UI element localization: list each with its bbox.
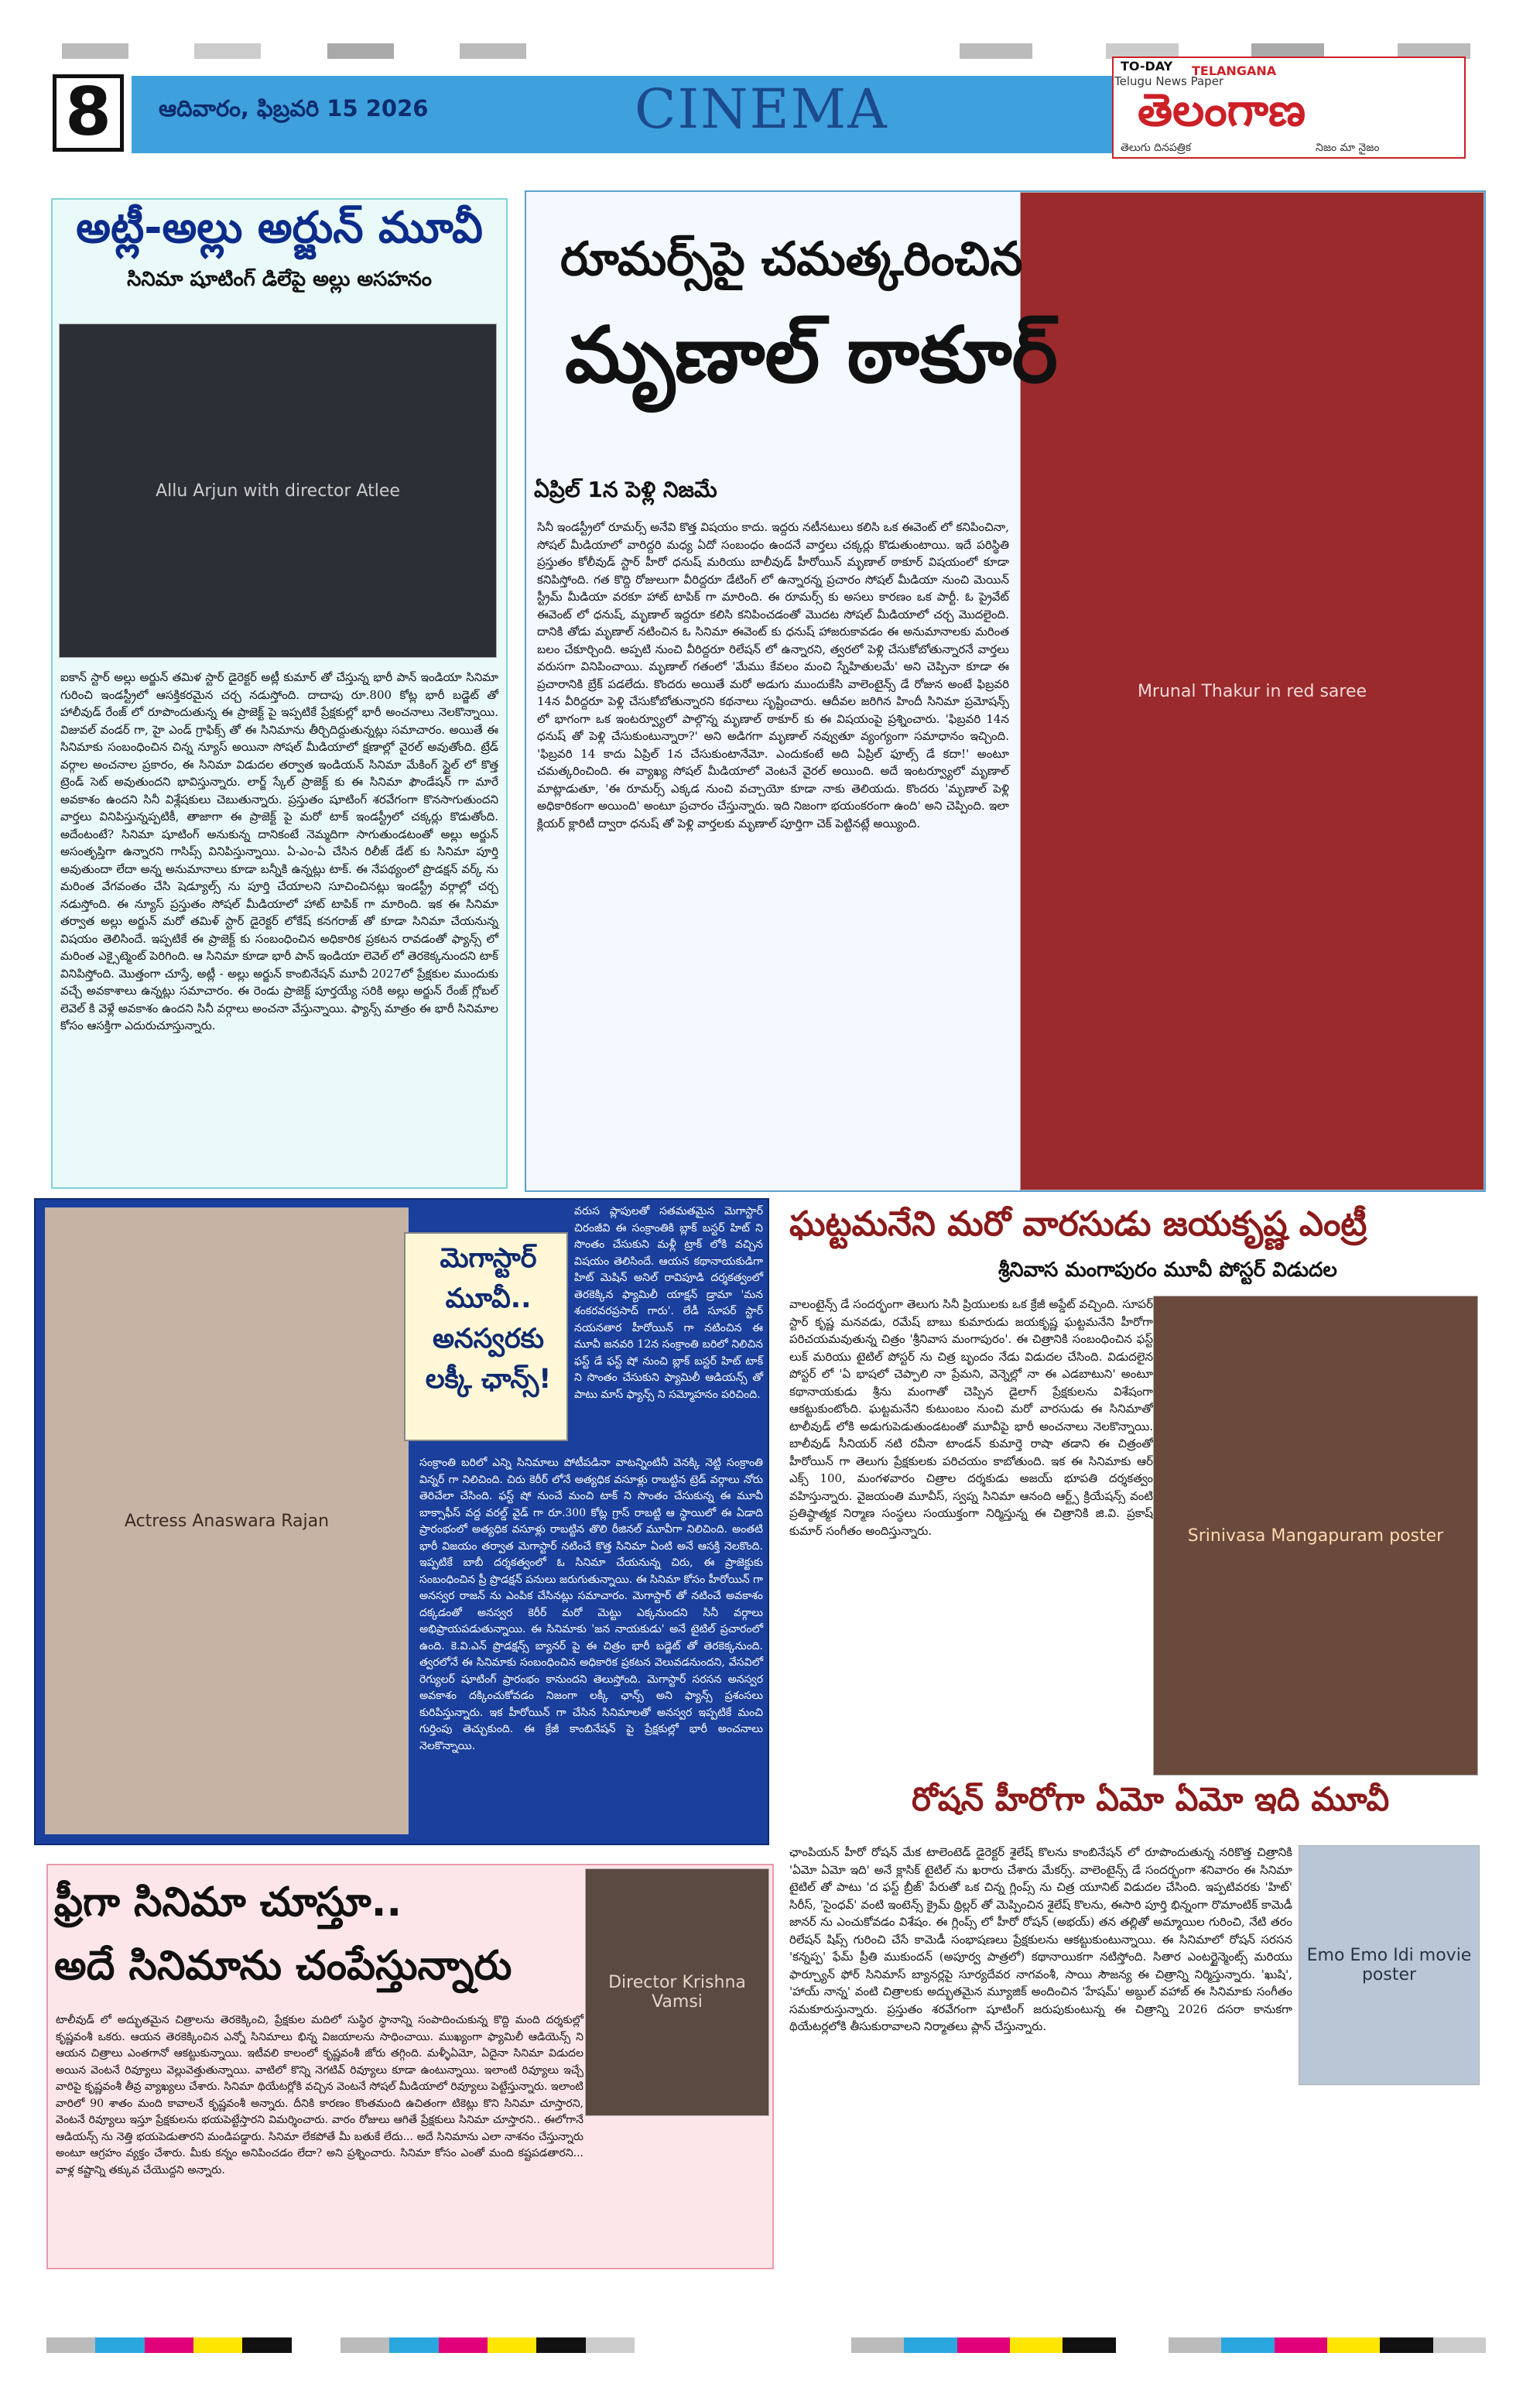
issue-date: ఆదివారం, ఫిబ్రవరి 15 2026: [159, 95, 429, 122]
article-mrunal-kicker: ఏప్రిల్ 1న పెళ్లి నిజమే: [534, 477, 717, 502]
article-piracy-headline-line2: అదే సినిమాను చంపేస్తున్నారు: [54, 1943, 512, 1989]
article-roshan-body: ఛాంపియన్ హీరో రోషన్ మేక టాలెంటెడ్ డైరెక్టర్ శైలేష్ కొలను కాంబినేషన్ లో రూపొందుతున్న నరికొత్త చిత్రానికి 'ఏమో ఏమో ఇది' అనే క్లాసిక్ టైటిల్ ను ఖరారు చేశారు మేకర్స్. వాలెంటైన్స్ డే సందర్భంగా శనివారం ఈ సినిమా టైటిల్ తో పాటు 'ద ఫస్ట్ బ్రీజ్' పేరుతో ఒక చిన్న గ్లింప్స్ ను చిత్ర యూనిట్ విడుదల చేసింది. ఇప్పటివరకు 'హిట్' సిరీస్, 'సైంధవ్' వంటి ఇంటెన్స్ క్రైమ్ థ్రిల్లర్ తో మెప్పించిన శైలేష్ కొలను, ఈసారి పూర్తి భిన్నంగా రొమాంటిక్ కామెడీ జానర్ ను ఎంచుకోవడం విశేషం. ఈ గ్లింప్స్ లో హీరో రోషన్ (అభయ్) తన తల్లితో అమ్మాయిల గురించి, నేటి తరం రిలేషన్ షిప్స్ గురించి చేసే కామెడీ సంభాషణలు ప్రేక్షకులను ఆకట్టుకుంటున్నాయి. ఈ సినిమాలో రోషన్ సరసన 'కన్నప్ప' ఫేమ్ ప్రీతి ముకుందన్ (అపూర్వ పాత్రలో) కథానాయికగా నటిస్తోంది. సితార ఎంటర్టైన్మెంట్స్ మరియు ఫార్చ్యూన్ ఫోర్ సినిమాస్ బ్యానర్లపై సూర్యదేవర నాగవంశీ, సాయి సౌజన్య ఈ చిత్రాన్ని నిర్మిస్తున్నారు. 'ఖుషి', 'హాయ్ నాన్న' వంటి చిత్రాలకు అద్భుతమైన మ్యూజిక్ అందించిన 'హేషమ్' అబ్దుల్ వహాబ్ ఈ సినిమాకు సంగీతం సమకూరుస్తున్నారు. ప్రస్తుతం శరవేగంగా షూటింగ్ జరుపుకుంటున్న ఈ చిత్రాన్ని 2026 దసరా కానుకగా థియేటర్లలోకి తీసుకురావాలని నిర్మాతలు ప్లాన్ చేస్తున్నారు.: [789, 1845, 1292, 2033]
page-number: 8: [53, 74, 124, 152]
article-mrunal-photo: Mrunal Thakur in red saree: [1020, 192, 1484, 1190]
article-piracy-photo: Director Krishna Vamsi: [585, 1868, 769, 2116]
article-jayakrishna-poster: Srinivasa Mangapuram poster: [1153, 1296, 1478, 1776]
article-megastar-headline: [412, 1238, 565, 1399]
article-mrunal-body: సినీ ఇండస్ట్రీలో రూమర్స్ అనేవి కొత్త విషయం కాదు. ఇద్దరు నటీనటులు కలిసి ఒక ఈవెంట్ లో కనిపించినా, సోషల్ మీడియాలో వారిద్దరి మధ్య ఏదో సంబంధం ఉందనే వార్తలు చక్కర్లు కొడుతుంటాయి. ఇదే పరిస్థితి ప్రస్తుతం కోలీవుడ్ స్టార్ హీరో ధనుష్ మరియు బాలీవుడ్ హీరోయిన్ మృణాల్ ఠాకూర్ విషయంలో కూడా కనిపిస్తోంది. గత కొద్ది రోజులుగా వీరిద్దరూ డేటింగ్ లో ఉన్నారన్న ప్రచారం సోషల్ మీడియా నుంచి మెయిన్ స్ట్రీమ్ మీడియా వరకూ హాట్ టాపిక్ గా మారింది. ఈ రూమర్స్ కు అసలు కారణం ఒక పార్టీ. ఓ ప్రైవేట్ ఈవెంట్ లో ధనుష్, మృణాల్ ఇద్దరూ కలిసి కనిపించడంతో మొదట సోషల్ మీడియాలో చర్చ మొదలైంది. దానికి తోడు మృణాల్ నటించిన ఓ సినిమా ఈవెంట్ కు ధనుష్ హాజరుకావడం ఈ అనుమానాలకు మరింత బలం చేకూర్చింది. అప్పటి నుంచి వీరిద్దరూ రిలేషన్ లో ఉన్నారని, త్వరలో పెళ్లి చేసుకోబోతున్నారనే వార్తలు వరుసగా వినిపించాయి. మృణాల్ గతంలో 'మేము కేవలం మంచి స్నేహితులమే' అని చెప్పినా కూడా ఈ ప్రచారానికి బ్రేక్ పడలేదు. కొందరు అయితే మరో అడుగు ముందుకేసి వాలెంటైన్స్ డే రోజున అంటే ఫిబ్రవరి 14న వీరిద్దరూ పెళ్లి చేసుకోబోతున్నారని కథనాలు సృష్టించారు. ఆదీవల జరిగిన హిందీ సినిమా ప్రమోషన్స్ లో భాగంగా ఒక ఇంటర్వ్యూలో పాల్గొన్న మృణాల్ ఠాకూర్ కు ఈ విషయంపై ప్రశ్నించారు. 'ఫిబ్రవరి 14న ధనుష్ తో పెళ్లి చేసుకుంటున్నారా?' అని అడిగగా మృణాల్ నవ్వుతూ వ్యంగ్యంగా సమాధానం ఇచ్చింది. 'ఫిబ్రవరి 14 కాదు ఏప్రిల్ 1న చేసుకుంటానేమో. ఎందుకంటే అది ఏప్రిల్ ఫూల్స్ డే కదా!' అంటూ చమత్కరించింది. ఈ వ్యాఖ్య సోషల్ మీడియాలో వెంటనే వైరల్ అయింది. అదే ఇంటర్వ్యూలో మృణాల్ మాట్లాడుతూ, 'ఈ రూమర్స్ ఎక్కడ నుంచి వచ్చాయో కూడా నాకు తెలియదు. కొందరు 'మృణాల్ పెళ్లి అధికారికంగా అయింది' అంటూ ప్రచారం చేస్తున్నారు. ఇది నిజంగా భయంకరంగా ఉంది' అని చెప్పింది. ఇలా క్లియర్ క్లారిటీ ద్వారా ధనుష్ తో పెళ్లి వార్తలకు మృణాల్ పూర్తిగా చెక్ పెట్టినట్లే అయ్యింది.: [537, 520, 1009, 830]
article-megastar-headline-line4: లక్కీ ఛాన్స్!: [425, 1364, 552, 1395]
article-allu-photo: Allu Arjun with director Atlee: [59, 324, 497, 658]
registration-strip-top-left: [62, 43, 526, 59]
registration-strip-bottom-right: [851, 2337, 1486, 2353]
article-allu-subhead: సినిమా షూటింగ్ డిలేపై అల్లు అసహనం: [127, 268, 432, 291]
article-jayakrishna-headline: ఘట్టమనేని మరో వారసుడు జయకృష్ణ ఎంట్రీ: [789, 1204, 1367, 1244]
section-title: CINEMA: [635, 77, 888, 141]
article-megastar-headline-line3: అనస్వరకు: [433, 1324, 544, 1354]
article-megastar-body-top: వరుస ప్లాపులతో సతమతమైన మెగాస్టార్ చిరంజీవి ఈ సంక్రాంతికి బ్లాక్ బస్టర్ హిట్ ని సొంతం చేసుకుని మళ్లీ ట్రాక్ లోకి వచ్చిన విషయం తెలిసిందే. ఆయన కథానాయకుడిగా హిట్ మెషిన్ అనిల్ రావిపూడి దర్శకత్వంలో తెరకెక్కిన ఫ్యామిలీ యాక్షన్ డ్రామా 'మన శంకరవరప్రసాద్ గారు'. లేడీ సూపర్ స్టార్ నయనతార హీరోయిన్ గా నటించిన ఈ మూవీ జనవరి 12న సంక్రాంతి బరిలో నిలిచిన ఫస్ట్ డే ఫస్ట్ షో నుంచి బ్లాక్ బస్టర్ హిట్ టాక్ ని సొంతం చేసుకుని ఫ్యామిలీ ఆడియన్స్ తో పాటు మాస్ ఫ్యాన్స్ ని సమ్మోహనం పరిచింది.: [574, 1205, 763, 1401]
article-megastar-headline-line2: మూవీ..: [445, 1283, 532, 1314]
article-mrunal-headline-line2: మృణాల్ ఠాకూర్: [565, 310, 1058, 400]
logo-caption-left: తెలుగు దినపత్రిక: [1121, 142, 1192, 154]
article-megastar-photo: Actress Anaswara Rajan: [45, 1207, 409, 1834]
logo-brand-sub: Telugu News Paper: [1114, 74, 1224, 88]
logo-motto: నిజం మా నైజం: [1316, 142, 1380, 154]
logo-brand: TELANGANA: [1192, 63, 1277, 78]
article-megastar-body-bottom: సంక్రాంతి బరిలో ఎన్ని సినిమాలు పోటీపడినా వాటన్నింటినీ వెనక్కి నెట్టి సంక్రాంతి విన్నర్ గా నిలిచింది. చిరు కెరీర్ లోనే అత్యధిక వసూళ్లు రాబట్టిన ట్రెడ్ వర్గాలు నోరు తెరిచేలా చేసింది. ఫస్ట్ షో నుంచే మంచి టాక్ ని సొంతం చేసుకున్న ఈ మూవీ బాక్సాఫీస్ వద్ద వరల్డ్ వైడ్ గా రూ.300 కోట్ల గ్రాస్ రాబట్టి ఆ స్థాయిలో ఈ ఏడాది ప్రారంభంలో అత్యధిక వసూళ్లు రాబట్టిన తొలి రీజినల్ మూవీగా నిలిచింది. అంతటి భారీ విజయం తర్వాత మెగాస్టార్ నటించే కొత్త సినిమా ఏంటి అనే ఆసక్తి నెలకొంది. ఇప్పటికే బాబీ దర్శకత్వంలో ఓ సినిమా చేయనున్న చిరు, ఈ ప్రాజెక్టుకు సంబంధించిన ప్రీ ప్రొడక్షన్ పనులు జరుగుతున్నాయి. ఈ సినిమా కోసం హీరోయిన్ గా అనస్వర రాజన్ ను ఎంపిక చేసినట్లు సమాచారం. మెగాస్టార్ తో నటించే అవకాశం దక్కడంతో అనస్వర కెరీర్ మరో మెట్టు ఎక్కనుందని సినీ వర్గాలు అభిప్రాయపడుతున్నాయి. ఈ సినిమాకు 'జన నాయకుడు' అనే టైటిల్ ప్రచారంలో ఉంది. కె.వి.ఎన్ ప్రొడక్షన్స్ బ్యానర్ పై ఈ చిత్రం భారీ బడ్జెట్ తో తెరకెక్కనుంది. త్వరలోనే ఈ సినిమాకు సంబంధించిన అధికారిక ప్రకటన వెలువడనుందని, వేసవిలో రెగ్యులర్ షూటింగ్ ప్రారంభం కానుందని తెలుస్తోంది. మెగాస్టార్ సరసన అనస్వర అవకాశం దక్కించుకోవడం నిజంగా లక్కీ ఛాన్స్ అని ఫ్యాన్స్ ప్రశంసలు కురిపిస్తున్నారు. ఇక హీరోయిన్ గా చేసిన సినిమాలతో అనస్వర ఇప్పటికే మంచి గుర్తింపు తెచ్చుకుంది. ఈ క్రేజీ కాంబినేషన్ పై ప్రేక్షకుల్లో భారీ అంచనాలు నెలకొన్నాయి.: [419, 1457, 763, 1752]
article-piracy-body: టాలీవుడ్ లో అద్భుతమైన చిత్రాలను తెరకెక్కించి, ప్రేక్షకుల మదిలో సుస్థిర స్థానాన్ని సంపాదించుకున్న కొద్ది మంది దర్శకుల్లో కృష్ణవంశీ ఒకరు. ఆయన తెరకెక్కించిన ఎన్నో సినిమాలు భిన్న విజయాలను సాధించాయి. ముఖ్యంగా ఫ్యామిలీ ఆడియెన్స్ ని ఆయన చిత్రాలు ఎంతగానో ఆకట్టుకున్నాయి. ఇటీవలి కాలంలో కృష్ణవంశీ జోరు తగ్గింది. మళ్ళీఏమో, ఏదైనా సినిమా విడుదల అయిన వెంటనే రివ్యూలు వెల్లువెత్తుతున్నాయి. వాటిలో కొన్ని నెగటివ్ రివ్యూలు కూడా ఉంటున్నాయి. ఇలాంటి రివ్యూలు ఇచ్చే వారిపై కృష్ణవంశీ తీవ్ర వ్యాఖ్యలు చేశారు. సినిమా థియేటర్లోకి వచ్చిన వెంటనే సోషల్ మీడియాలో రివ్యూలు పెట్టేస్తున్నారు. ఇలాంటి వారిలో 90 శాతం మంది కావాలనే కృష్ణవంశీ అన్నారు. దీనికి కారణం కొంతమంది ఉచితంగా టికెట్లు కొని సినిమా చూస్తారని, వెంటనే రివ్యూలు ఇస్తూ ప్రేక్షకులను భయపెట్టేస్తారని విమర్శించారు. వారం రోజులు ఆగితే ప్రేక్షకులు సినిమా చూస్తారని.. ఈలోగానే ఆడియన్స్ ను నెత్తి భయపెడుతారని మండిపడ్డారు. సినిమా లేకపోతే మీ బతుకే లేదు... అదే సినిమాను ఎలా నాశనం చేస్తున్నారు అంటూ ఆగ్రహం వ్యక్తం చేశారు. మీకు కన్నం అనిపించడం లేదా? అని ప్రశ్నించారు. సినిమా కోసం ఎంతో మంది కష్టపడతారని... వాళ్ల కష్టాన్ని తక్కువ చేయొద్దని అన్నారు.: [56, 2014, 583, 2176]
article-roshan-poster: Emo Emo Idi movie poster: [1299, 1845, 1480, 2085]
article-piracy-headline-line1: ఫ్రీగా సినిమా చూస్తూ..: [54, 1879, 402, 1926]
article-megastar-headline-line1: మెగాస్టార్: [440, 1243, 537, 1274]
logo-tagline: TO-DAY: [1121, 59, 1173, 74]
article-jayakrishna-subhead: శ్రీనివాస మంగాపురం మూవీ పోస్టర్ విడుదల: [998, 1259, 1337, 1282]
logo-wordmark: తెలంగాణ: [1138, 84, 1306, 136]
article-allu-body: ఐకాన్ స్టార్ అల్లు అర్జున్ తమిళ స్టార్ డైరెక్టర్ అట్లీ కుమార్ తో చేస్తున్న భారీ పాన్ ఇండియా సినిమా గురించి ఇండస్ట్రీలో ఆసక్తికరమైన చర్చ నడుస్తోంది. దాదాపు రూ.800 కోట్ల భారీ బడ్జెట్ తో హాలీవుడ్ రేంజ్ లో రూపొందుతున్న ఈ ప్రాజెక్ట్ పై ఇప్పటికే ప్రేక్షకుల్లో భారీ అంచనాలు నెలకొన్నాయి. విజువల్ వండర్ గా, హై ఎండ్ గ్రాఫిక్స్ తో ఈ సినిమాను తీర్చిదిద్దుతున్నట్లు సమాచారం. అయితే ఈ సినిమాకు సంబంధించిన చిన్న న్యూస్ అయినా సోషల్ మీడియాలో క్షణాల్లో వైరల్ అవుతోంది. ట్రేడ్ వర్గాల అంచనాల ప్రకారం, ఈ సినిమా విడుదల తర్వాత ఇండియన్ సినిమా మేకింగ్ స్టైల్ లో కొత్త ట్రెండ్ సెట్ అవుతుందని భావిస్తున్నారు. లార్జ్ స్కేల్ ప్రాజెక్ట్ కు ఈ సినిమా ఫౌండేషన్ గా మారే అవకాశం ఉందని సినీ విశ్లేషకులు చెబుతున్నారు. ప్రస్తుతం షూటింగ్ శరవేగంగా కొనసాగుతుందని వార్తలు వినిపిస్తున్నప్పటికీ, తాజాగా ఈ ప్రాజెక్ట్ పై మరో టాక్ ఇండస్ట్రీలో చక్కర్లు కొడుతోంది. అదేంటంటే? సినిమా షూటింగ్ అనుకున్న దానికంటే నెమ్మదిగా సాగుతుండటంతో అల్లు అర్జున్ అసంతృప్తిగా ఉన్నారని గాసిప్స్ వినిపిస్తున్నాయి. ఏ-ఎం-ఏ చేసిన రిలీజ్ డేట్ కు సినిమా పూర్తి అవుతుందా లేదా అన్న అనుమానాలు కూడా బన్నీకి ఉన్నట్లు టాక్. ఈ నేపథ్యంలో ప్రొడక్షన్ వర్క్ ను మరింత వేగవంతం చేసి షెడ్యూల్స్ ను పూర్తి చేయాలని సూచించినట్లు ఇండస్ట్రీ వర్గాల్లో చర్చ నడుస్తోంది. ఈ న్యూస్ ప్రస్తుతం సోషల్ మీడియాలో హాట్ టాపిక్ గా మారింది. ఇక ఈ సినిమా తర్వాత అల్లు అర్జున్ మరో తమిళ్ స్టార్ డైరెక్టర్ లోకేష్ కనగరాజ్ తో కూడా సినిమా చేయనున్న విషయం తెలిసిందే. ఇప్పటికే ఈ ప్రాజెక్ట్ కు సంబంధించిన అధికారిక ప్రకటన రావడంతో ఫ్యాన్స్ లో మరింత ఎక్సైట్మెంట్ పెరిగింది. ఆ సినిమా కూడా భారీ పాన్ ఇండియా లెవెల్ లో తెరకెక్కనుందని టాక్ వినిపిస్తోంది. మొత్తంగా చూస్తే, అట్లీ - అల్లు అర్జున్ కాంబినేషన్ మూవీ 2027లో ప్రేక్షకుల ముందుకు వచ్చే అవకాశాలు ఉన్నట్లు సమాచారం. ఈ రెండు ప్రాజెక్ట్ పూర్తయ్యే సరికి అల్లు అర్జున్ రేంజ్ గ్లోబల్ లెవెల్ కి వెళ్లే అవకాశం ఉందని సినీ వర్గాలు అంచనా వేస్తున్నాయి. ఫ్యాన్స్ మాత్రం ఈ భారీ సినిమాల కోసం ఆసక్తిగా ఎదురుచూస్తున్నారు.: [60, 670, 498, 1033]
article-mrunal-headline-line1: రూమర్స్‌పై చమత్కరించిన: [560, 232, 1023, 286]
article-jayakrishna-body: వాలంటైన్స్ డే సందర్భంగా తెలుగు సినీ ప్రియులకు ఒక క్రేజీ అప్డేట్ వచ్చింది. సూపర్ స్టార్ కృష్ణ మనవడు, రమేష్ బాబు కుమారుడు జయకృష్ణ ఘట్టమనేని హీరోగా పరిచయమవుతున్న చిత్రం 'శ్రీనివాస మంగాపురం'. ఈ చిత్రానికి సంబంధించిన ఫస్ట్ లుక్ మరియు టైటిల్ పోస్టర్ ను చిత్ర బృందం నేడు విడుదల చేసింది. విడుదలైన పోస్టర్ లో 'ఏ భాషలో చెప్పాలి నా ప్రేమని, వెన్నెల్లో నా ఈ ఎడబాటుని' అంటూ కథానాయకుడు శ్రీను మంగాతో చెప్పిన డైలాగ్ ప్రేక్షకులను విశేషంగా ఆకట్టుకుంటోంది. ఘట్టమనేని కుటుంబం నుంచి మరో వారసుడు ఈ సినిమాతో టాలీవుడ్ లోకి అడుగుపెడుతుండటంతో మూవీపై భారీ అంచనాలు నెలకొన్నాయి. బాలీవుడ్ సీనియర్ నటి రవీనా టాండన్ కుమార్తె రాషా తడాని ఈ చిత్రంతో హీరోయిన్ గా తెలుగు ప్రేక్షకులకు పరిచయం కాబోతుంది. ఇక ఈ సినిమాకు ఆర్ ఎక్స్ 100, మంగళవారం చిత్రాల దర్శకుడు అజయ్ భూపతి దర్శకత్వం వహిస్తున్నారు. వైజయంతి మూవీస్, స్వప్న సినిమా ఆనంది ఆర్ట్స్ క్రియేషన్స్ వంటి ప్రతిష్ఠాత్మక నిర్మాణ సంస్థలు సంయుక్తంగా నిర్మిస్తున్న ఈ చిత్రానికి జి.వి. ప్రకాష్ కుమార్ సంగీతం అందిస్తున్నారు.: [789, 1297, 1153, 1538]
registration-strip-bottom-left: [46, 2337, 635, 2353]
article-roshan-headline: రోషన్ హీరోగా ఏమో ఏమో ఇది మూవీ: [912, 1780, 1390, 1818]
article-allu-headline: అట్లీ-అల్లు అర్జున్ మూవీ: [76, 203, 483, 253]
